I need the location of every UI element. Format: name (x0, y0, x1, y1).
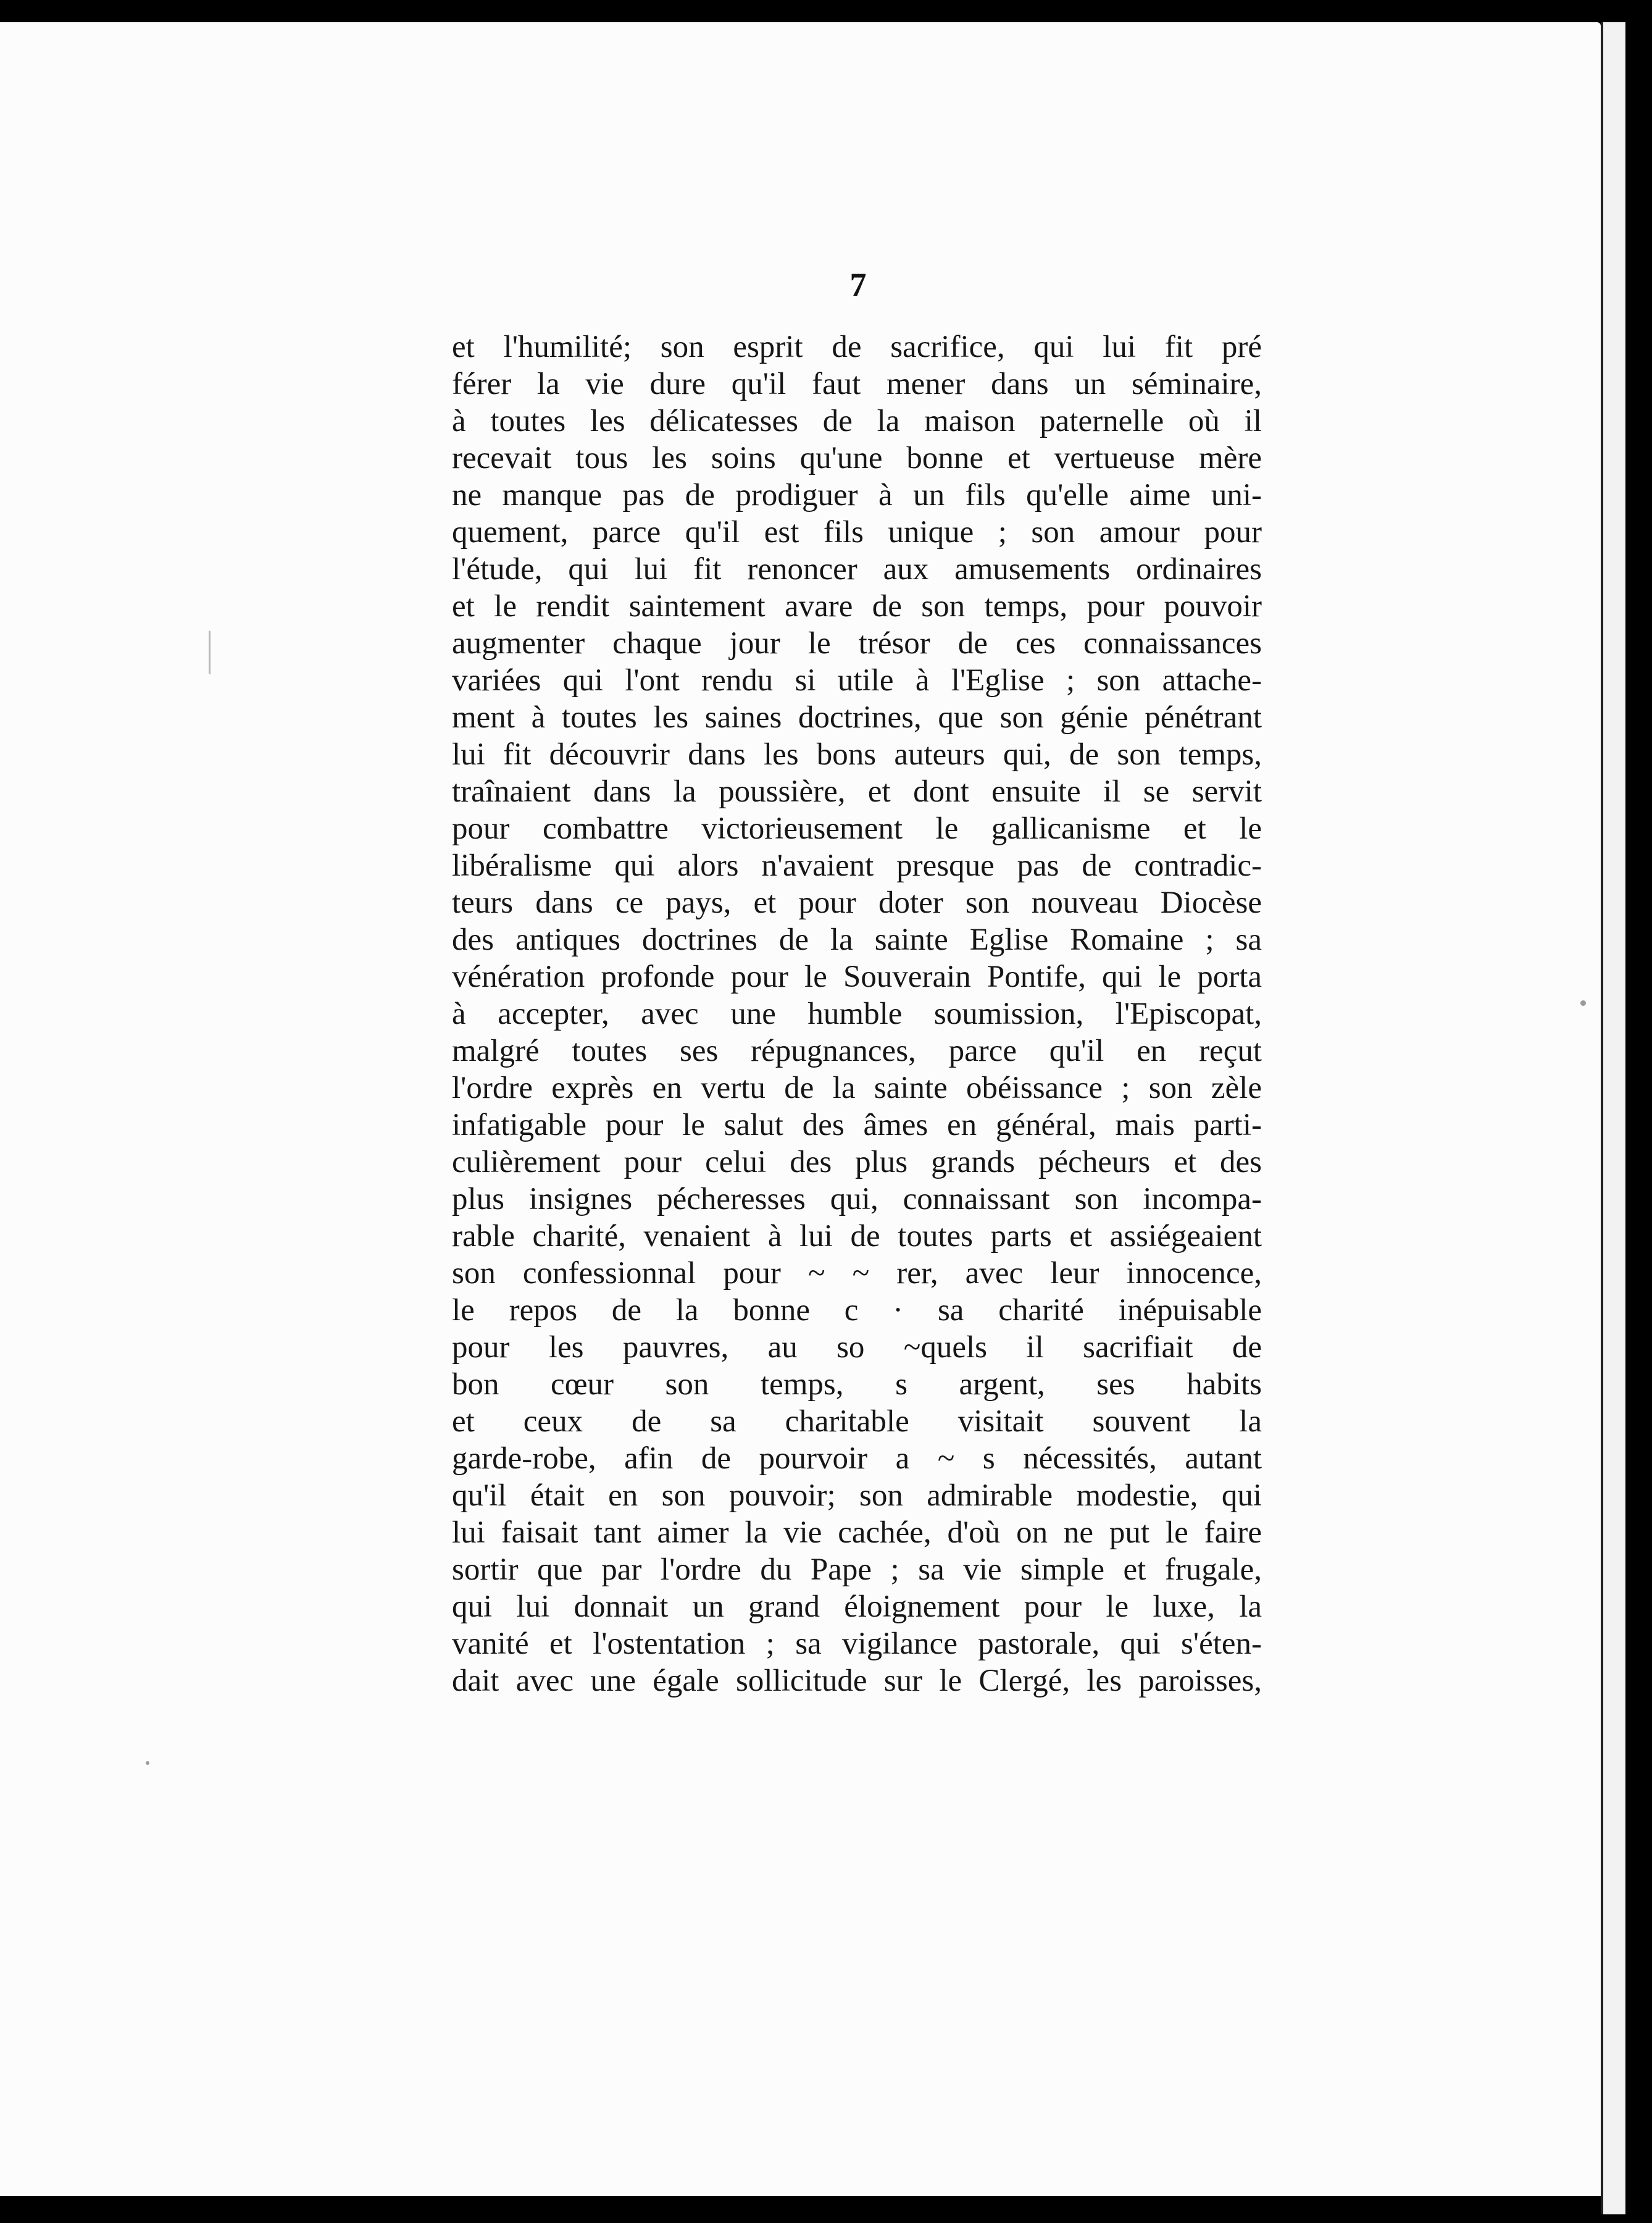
text-line: et ceux de sa charitable visitait souvent la (452, 1404, 1262, 1439)
text-line: à accepter, avec une humble soumission, l'Episcopat, (452, 997, 1262, 1031)
text-line: pour combattre victorieusement le gallicanisme et le (452, 811, 1262, 846)
text-line: férer la vie dure qu'il faut mener dans un séminaire, (452, 367, 1262, 401)
text-line: vanité et l'ostentation ; sa vigilance pastorale, qui s'éten- (452, 1626, 1262, 1661)
text-line: lui fit découvrir dans les bons auteurs qui, de son temps, (452, 737, 1262, 772)
text-line: qui lui donnait un grand éloignement pour le luxe, la (452, 1589, 1262, 1624)
text-line: dait avec une égale sollicitude sur le Clergé, les paroisses, (452, 1664, 1262, 1698)
text-line: bon cœur son temps, s argent, ses habits (452, 1367, 1262, 1402)
text-line: libéralisme qui alors n'avaient presque pas de contradic- (452, 848, 1262, 883)
text-line: teurs dans ce pays, et pour doter son nouveau Diocèse (452, 885, 1262, 920)
text-line: ne manque pas de prodiguer à un fils qu'elle aime uni- (452, 478, 1262, 513)
text-line: variées qui l'ont rendu si utile à l'Eglise ; son attache- (452, 663, 1262, 698)
text-line: plus insignes pécheresses qui, connaissant son incompa- (452, 1182, 1262, 1216)
text-line: culièrement pour celui des plus grands pécheurs et des (452, 1145, 1262, 1179)
text-line: rable charité, venaient à lui de toutes parts et assiégeaient (452, 1219, 1262, 1254)
text-line: recevait tous les soins qu'une bonne et vertueuse mère (452, 441, 1262, 475)
text-line: quement, parce qu'il est fils unique ; son amour pour (452, 515, 1262, 550)
text-line: sortir que par l'ordre du Pape ; sa vie simple et frugale, (452, 1552, 1262, 1587)
paper-speck (1580, 1000, 1586, 1006)
text-line: infatigable pour le salut des âmes en général, mais parti- (452, 1108, 1262, 1142)
text-line: et l'humilité; son esprit de sacrifice, qui lui fit pré (452, 330, 1262, 364)
text-line: à toutes les délicatesses de la maison paternelle où il (452, 404, 1262, 438)
page-edge (1601, 22, 1625, 2214)
body-text (452, 329, 1262, 1699)
text-line: et le rendit saintement avare de son temps, pour pouvoir (452, 589, 1262, 624)
text-line: son confessionnal pour ~ ~ rer, avec leur innocence, (452, 1256, 1262, 1291)
text-line: lui faisait tant aimer la vie cachée, d'où on ne put le faire (452, 1515, 1262, 1550)
text-line: pour les pauvres, au so ~quels il sacrifiait de (452, 1330, 1262, 1365)
text-line: l'ordre exprès en vertu de la sainte obéissance ; son zèle (452, 1071, 1262, 1105)
text-line: l'étude, qui lui fit renoncer aux amusements ordinaires (452, 552, 1262, 587)
text-line: garde-robe, afin de pourvoir a ~ s nécessités, autant (452, 1441, 1262, 1476)
text-line: augmenter chaque jour le trésor de ces connaissances (452, 626, 1262, 661)
text-line: des antiques doctrines de la sainte Eglise Romaine ; sa (452, 923, 1262, 957)
text-line: vénération profonde pour le Souverain Pontife, qui le porta (452, 960, 1262, 994)
text-line: malgré toutes ses répugnances, parce qu'il en reçut (452, 1034, 1262, 1068)
text-line: qu'il était en son pouvoir; son admirable modestie, qui (452, 1478, 1262, 1513)
paper-speck (146, 1761, 149, 1765)
page-number: 7 (849, 266, 867, 303)
text-line: le repos de la bonne c · sa charité inépuisable (452, 1293, 1262, 1328)
text-line: traînaient dans la poussière, et dont ensuite il se servit (452, 774, 1262, 809)
text-line: ment à toutes les saines doctrines, que son génie pénétrant (452, 700, 1262, 735)
